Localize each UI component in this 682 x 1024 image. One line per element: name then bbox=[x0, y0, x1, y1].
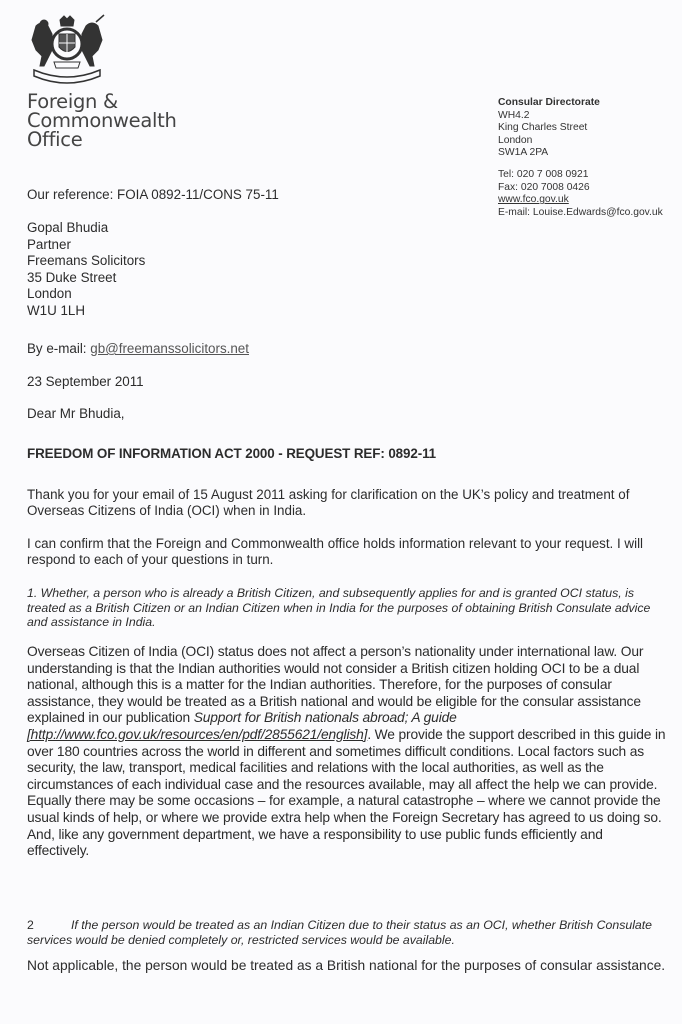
answer-1-text-continued: . We provide the support described in this guide in over 180 countries across the world in different and sometimes difficult conditions. Local factors such as security, the law, transport, medical facilities and relations with the local authorities, as well as the circumstances of each individual case and the resources available, may all affect the help we can provide. Equally there may be some occasions – for example, a natural catastrophe – where we cannot provide the usual kinds of help, or where we provide extra help when the Foreign Secretary has agreed to us doing so. And, like any government department, we have a responsibility to use public funds efficiently and effectively. bbox=[27, 726, 666, 859]
org-name-line: Office bbox=[27, 128, 83, 151]
telephone: Tel: 020 7 008 0921 bbox=[498, 168, 589, 180]
question-2 bbox=[27, 918, 667, 947]
website-link[interactable]: www.fco.gov.uk bbox=[498, 194, 569, 206]
organisation-name bbox=[27, 92, 177, 149]
publication-link[interactable]: [http://www.fco.gov.uk/resources/en/pdf/2855621/english] bbox=[27, 726, 368, 742]
address-line: SW1A 2PA bbox=[498, 147, 549, 159]
publication-title: Support for British nationals abroad; A guide bbox=[193, 710, 457, 726]
org-name-line: Foreign & bbox=[27, 90, 118, 113]
recipient-line: 35 Duke Street bbox=[27, 269, 117, 285]
paragraph-confirm: I can confirm that the Foreign and Commonwealth office holds information relevant to your request. I will respond to each of your questions in turn. bbox=[27, 536, 644, 568]
org-name-line: Commonwealth bbox=[27, 109, 177, 132]
letter-heading: FREEDOM OF INFORMATION ACT 2000 - REQUEST REF: 0892-11 bbox=[27, 446, 437, 461]
recipient-line: Freemans Solicitors bbox=[27, 253, 146, 269]
contact-email: E-mail: Louise.Edwards@fco.gov.uk bbox=[498, 206, 663, 218]
royal-coat-of-arms-icon bbox=[24, 14, 110, 86]
question-1: 1. Whether, a person who is already a British Citizen, and subsequently applies for and is granted OCI status, is treated as a British Citizen or an Indian Citizen when in India for the purposes of obtaining British Consulate advice and assistance in India. bbox=[27, 586, 651, 630]
by-email-line bbox=[27, 341, 667, 357]
salutation: Dear Mr Bhudia, bbox=[27, 406, 125, 421]
letter-date: 23 September 2011 bbox=[27, 374, 144, 389]
answer-1 bbox=[27, 644, 667, 860]
question-2-number: 2 bbox=[27, 918, 34, 932]
recipient-line: Partner bbox=[27, 236, 71, 252]
recipient-line: W1U 1LH bbox=[27, 302, 86, 318]
fax: Fax: 020 7008 0426 bbox=[498, 181, 590, 193]
answer-1-text: Overseas Citizen of India (OCI) status does not affect a person’s nationality under international law. Our understanding is that the Indian authorities would not consider a British citizen holding OCI to be a dual national, although this is a matter for the Indian authorities. Therefore, for the purposes of consular assistance, they would be treated as a British national and would be eligible for the consular assistance explained in our publication bbox=[27, 644, 644, 726]
department-name: Consular Directorate bbox=[498, 97, 600, 108]
recipient-line: London bbox=[27, 286, 72, 302]
answer-2: Not applicable, the person would be treated as a British national for the purposes of consular assistance. bbox=[27, 958, 666, 973]
question-2-text: If the person would be treated as an Indian Citizen due to their status as an OCI, whether British Consulate services would be denied completely or, restricted services would be available. bbox=[27, 918, 653, 947]
address-line: London bbox=[498, 134, 533, 146]
recipient-email-link[interactable]: gb@freemanssolicitors.net bbox=[90, 341, 249, 356]
recipient-line: Gopal Bhudia bbox=[27, 220, 109, 235]
address-line: King Charles Street bbox=[498, 122, 588, 134]
paragraph-intro: Thank you for your email of 15 August 2011 asking for clarification on the UK’s policy and treatment of Overseas Citizens of India (OCI) when in India. bbox=[27, 487, 630, 519]
recipient-address bbox=[27, 220, 667, 320]
by-email-label: By e-mail: bbox=[27, 341, 91, 356]
address-line: WH4.2 bbox=[498, 109, 530, 121]
our-reference: Our reference: FOIA 0892-11/CONS 75-11 bbox=[27, 187, 279, 202]
